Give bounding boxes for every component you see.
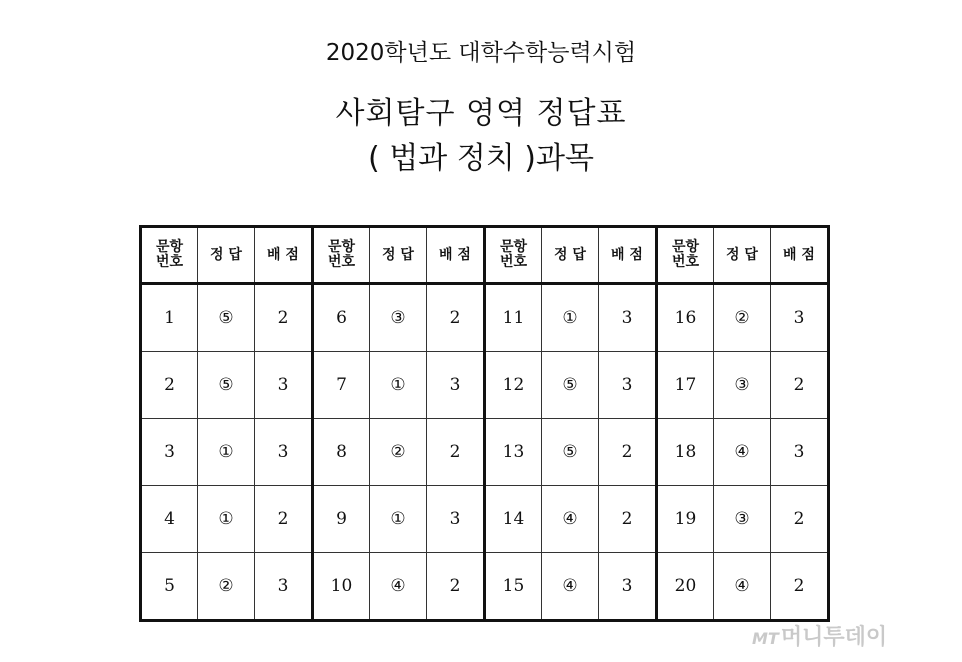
- points: 2: [771, 352, 829, 419]
- question-number: 9: [313, 486, 370, 553]
- correct-answer: ②: [714, 284, 771, 352]
- question-number: 19: [657, 486, 714, 553]
- points: 2: [427, 284, 485, 352]
- question-number: 5: [141, 553, 198, 621]
- points: 2: [255, 284, 313, 352]
- correct-answer: ②: [370, 419, 427, 486]
- header-number: 문항 번호: [141, 227, 198, 284]
- header-number: 문항 번호: [313, 227, 370, 284]
- question-number: 18: [657, 419, 714, 486]
- correct-answer: ④: [542, 553, 599, 621]
- header-answer: 정 답: [198, 227, 255, 284]
- header-points: 배 점: [255, 227, 313, 284]
- correct-answer: ①: [198, 419, 255, 486]
- correct-answer: ⑤: [198, 284, 255, 352]
- points: 3: [599, 352, 657, 419]
- correct-answer: ③: [714, 352, 771, 419]
- points: 3: [771, 419, 829, 486]
- table-row: [141, 553, 829, 621]
- points: 2: [771, 553, 829, 621]
- points: 2: [771, 486, 829, 553]
- points: 3: [255, 553, 313, 621]
- header-points: 배 점: [599, 227, 657, 284]
- points: 2: [427, 553, 485, 621]
- points: 2: [599, 486, 657, 553]
- question-number: 8: [313, 419, 370, 486]
- sheet-title: 사회탐구 영역 정답표: [335, 96, 627, 131]
- table-row: [141, 486, 829, 553]
- question-number: 6: [313, 284, 370, 352]
- points: 3: [599, 284, 657, 352]
- answer-table: [139, 225, 830, 622]
- question-number: 13: [485, 419, 542, 486]
- correct-answer: ⑤: [198, 352, 255, 419]
- question-number: 16: [657, 284, 714, 352]
- correct-answer: ③: [714, 486, 771, 553]
- subject-line: ( 법과 정치 )과목: [368, 141, 594, 176]
- table-row: [141, 352, 829, 419]
- question-number: 3: [141, 419, 198, 486]
- correct-answer: ②: [198, 553, 255, 621]
- correct-answer: ⑤: [542, 419, 599, 486]
- correct-answer: ①: [198, 486, 255, 553]
- points: 3: [255, 419, 313, 486]
- header-points: 배 점: [771, 227, 829, 284]
- correct-answer: ④: [370, 553, 427, 621]
- exam-title: 2020학년도 대학수학능력시험: [325, 40, 637, 66]
- watermark-mt: MT: [752, 629, 779, 648]
- points: 2: [599, 419, 657, 486]
- question-number: 17: [657, 352, 714, 419]
- points: 3: [427, 352, 485, 419]
- correct-answer: ④: [714, 553, 771, 621]
- correct-answer: ①: [542, 284, 599, 352]
- header-points: 배 점: [427, 227, 485, 284]
- table-header-row: [141, 227, 829, 284]
- correct-answer: ④: [542, 486, 599, 553]
- header-number: 문항 번호: [657, 227, 714, 284]
- question-number: 14: [485, 486, 542, 553]
- table-row: [141, 284, 829, 352]
- question-number: 4: [141, 486, 198, 553]
- points: 3: [599, 553, 657, 621]
- header-number: 문항 번호: [485, 227, 542, 284]
- question-number: 2: [141, 352, 198, 419]
- correct-answer: ①: [370, 352, 427, 419]
- correct-answer: ③: [370, 284, 427, 352]
- header-answer: 정 답: [542, 227, 599, 284]
- points: 3: [427, 486, 485, 553]
- question-number: 12: [485, 352, 542, 419]
- points: 3: [771, 284, 829, 352]
- points: 3: [255, 352, 313, 419]
- watermark-text: 머니투데이: [780, 625, 888, 650]
- table-row: [141, 419, 829, 486]
- points: 2: [255, 486, 313, 553]
- question-number: 15: [485, 553, 542, 621]
- correct-answer: ①: [370, 486, 427, 553]
- question-number: 1: [141, 284, 198, 352]
- header-answer: 정 답: [714, 227, 771, 284]
- question-number: 7: [313, 352, 370, 419]
- question-number: 10: [313, 553, 370, 621]
- question-number: 20: [657, 553, 714, 621]
- question-number: 11: [485, 284, 542, 352]
- points: 2: [427, 419, 485, 486]
- correct-answer: ④: [714, 419, 771, 486]
- header-answer: 정 답: [370, 227, 427, 284]
- watermark-logo: [752, 620, 887, 651]
- correct-answer: ⑤: [542, 352, 599, 419]
